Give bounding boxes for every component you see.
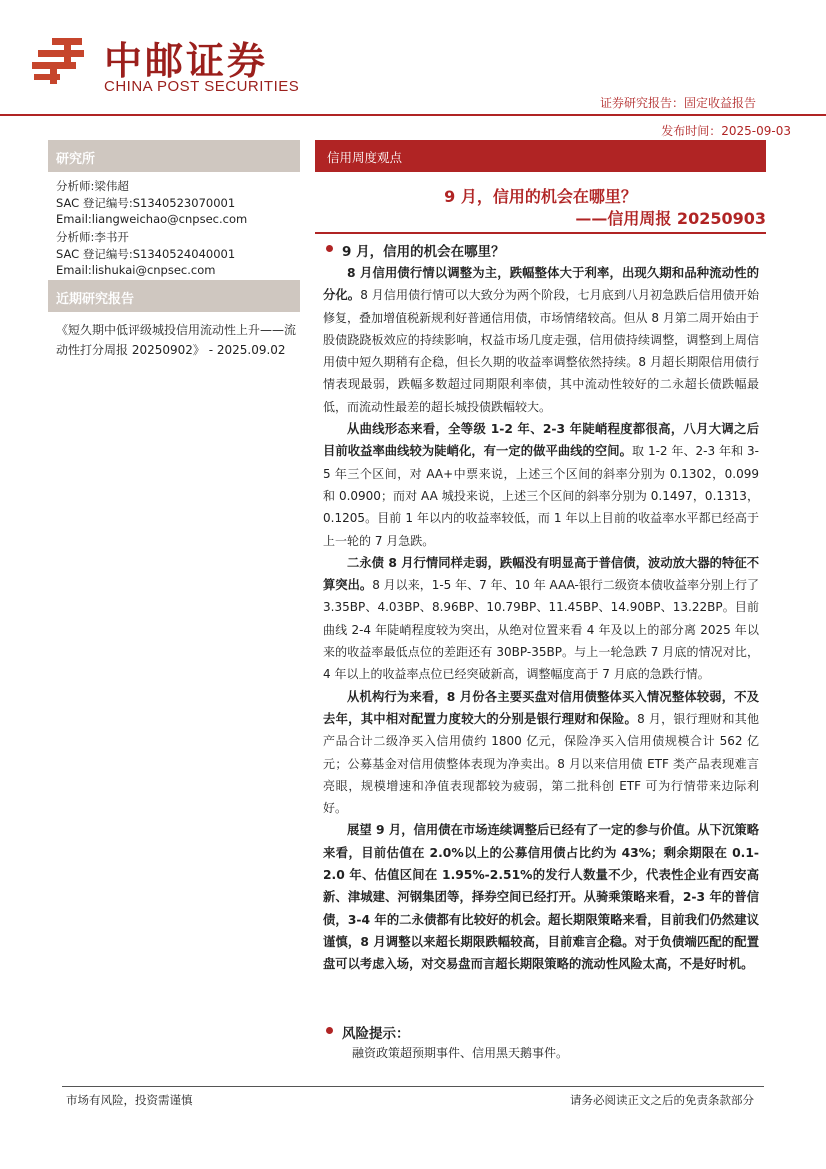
footer-disclaimer-note: 请务必阅读正文之后的免责条款部分: [570, 1093, 754, 1107]
paragraph: [323, 418, 759, 552]
publish-time: 发布时间：2025-09-03: [661, 124, 791, 138]
bullet-icon: [326, 1027, 333, 1034]
logo-english-name: CHINA POST SECURITIES: [104, 78, 300, 95]
report-tag: 信用周度观点: [327, 150, 403, 165]
paragraph: [323, 686, 759, 820]
analyst-sac: SAC 登记编号:S1340524040001: [56, 247, 236, 261]
analyst-email[interactable]: Email:liangweichao@cnpsec.com: [56, 212, 248, 226]
paragraph-lead: 二永债 8 月行情同样走弱，跌幅没有明显高于普信债，波动放大器的特征不算突出。: [323, 555, 759, 593]
paragraph-body: 8 月信用债行情可以大致分为两个阶段，七月底到八月初急跌后信用债开始修复，叠加增值税新规利好普通信用债，市场情绪较高。但从 8 月第二周开始由于股债跷跷板效应的持续影响，权益市场几度走强，信用债持续调整，调整到上周信用债中短久期稍有企稳，但长久期的收益率调整依然持续。8 月超长期限信用债行情表现最弱，跌幅多数超过同期限利率债，其中流动性较好的二永超长债跌幅最低，而流动性最差的超长城投债跌幅较大。: [323, 288, 759, 414]
paragraph-body: 8 月以来，1-5 年、7 年、10 年 AAA-银行二级资本债收益率分别上行了 3.35BP、4.03BP、8.96BP、10.79BP、11.45BP、14.90BP、13.22BP。目前曲线 2-4 年陡峭程度较为突出，从绝对位置来看 4 年及以上的部分离 2025 年以来的收益率最低点位的差距还有 30BP-35BP。与上一轮急跌 7 月底的情况对比，4 年以上的收益率点位已经突破新高，调整幅度高于 7 月底的急跌行情。: [323, 578, 759, 682]
paragraph-body: 8 月，银行理财和其他产品合计二级净买入信用债约 1800 亿元，保险净买入信用债规模合计 562 亿元；公募基金对信用债整体表现为净卖出。8 月以来信用债 ETF 类产品表现难言亮眼，规模增速和净值表现都较为疲弱，第二批科创 ETF 可为行情带来边际利好。: [323, 711, 759, 816]
title-divider: [315, 232, 766, 234]
paragraph: [323, 262, 759, 418]
paragraph: [323, 552, 759, 686]
institute-title: 研究所: [56, 152, 96, 167]
analyst-name: 分析师:李书开: [56, 230, 129, 244]
body-text: [323, 262, 759, 976]
report-subtitle: ——信用周报 20250903: [575, 209, 766, 228]
risk-title: 风险提示：: [342, 1026, 410, 1042]
recent-reports-header: [48, 280, 300, 312]
paragraph-lead: 8 月信用债行情以调整为主，跌幅整体大于利率，出现久期和品种流动性的分化。: [323, 266, 759, 303]
analyst-sac: SAC 登记编号:S1340523070001: [56, 196, 236, 210]
company-logo-icon: [30, 36, 92, 86]
report-title: 9 月，信用的机会在哪里？: [444, 187, 637, 206]
header-divider: [0, 114, 826, 116]
report-type: 证券研究报告：固定收益报告: [599, 96, 756, 110]
logo-chinese-name: 中邮证券: [104, 39, 269, 83]
section-title: 9 月，信用的机会在哪里？: [342, 244, 505, 260]
recent-reports-title: 近期研究报告: [56, 292, 135, 307]
paragraph: [323, 819, 759, 975]
institute-header: [48, 140, 300, 172]
paragraph-lead: 展望 9 月，信用债在市场连续调整后已经有了一定的参与价值。从下沉策略来看，目前估值在 2.0%以上的公募信用债占比约为 43%；剩余期限在 0.1-2.0 年、估值区间在 1.95%-2.51%的发行人数量不少，代表性企业有西安高新、津城建、河钢集团等，择券空间已经打开。从骑乘策略来看，2-3 年的普信债，3-4 年的二永债都有比较好的机会。超长期限策略来看，目前我们仍然建议谨慎，8 月调整以来超长期限跌幅较高，目前难言企稳。对于负债端匹配的配置盘可以考虑入场，对交易盘而言超长期限策略的流动性风险太高，不是好时机。: [323, 823, 759, 972]
footer-divider: [62, 1086, 764, 1087]
report-tag-bar: [315, 140, 766, 172]
analyst-email[interactable]: Email:lishukai@cnpsec.com: [56, 263, 216, 277]
paragraph-body: 取 1-2 年、2-3 年和 3-5 年三个区间，对 AA+中票来说，上述三个区间的斜率分别为 0.1302，0.099 和 0.0900；而对 AA 城投来说，上述三个区间的斜率分别为 0.1497，0.1313，0.1205。目前 1 年以内的收益率较低，而 1 年以上目前的收益率水平都已经高于上一轮的 7 月急跌。: [323, 444, 759, 548]
footer-risk-note: 市场有风险，投资需谨慎: [66, 1093, 193, 1107]
risk-text: 融资政策超预期事件、信用黑天鹅事件。: [352, 1046, 569, 1060]
paragraph-lead: 从曲线形态来看，全等级 1-2 年、2-3 年陡峭程度都很高，八月大调之后目前收益率曲线较为陡峭化，有一定的做平曲线的空间。: [323, 422, 759, 459]
recent-report-link[interactable]: 《短久期中低评级城投信用流动性上升——流动性打分周报 20250902》 - 2025.09.02: [56, 323, 297, 357]
paragraph-lead: 从机构行为来看，8 月份各主要买盘对信用债整体买入情况整体较弱，不及去年，其中相对配置力度较大的分别是银行理财和保险。: [323, 689, 759, 726]
analyst-name: 分析师:梁伟超: [56, 179, 129, 193]
bullet-icon: [326, 245, 333, 252]
